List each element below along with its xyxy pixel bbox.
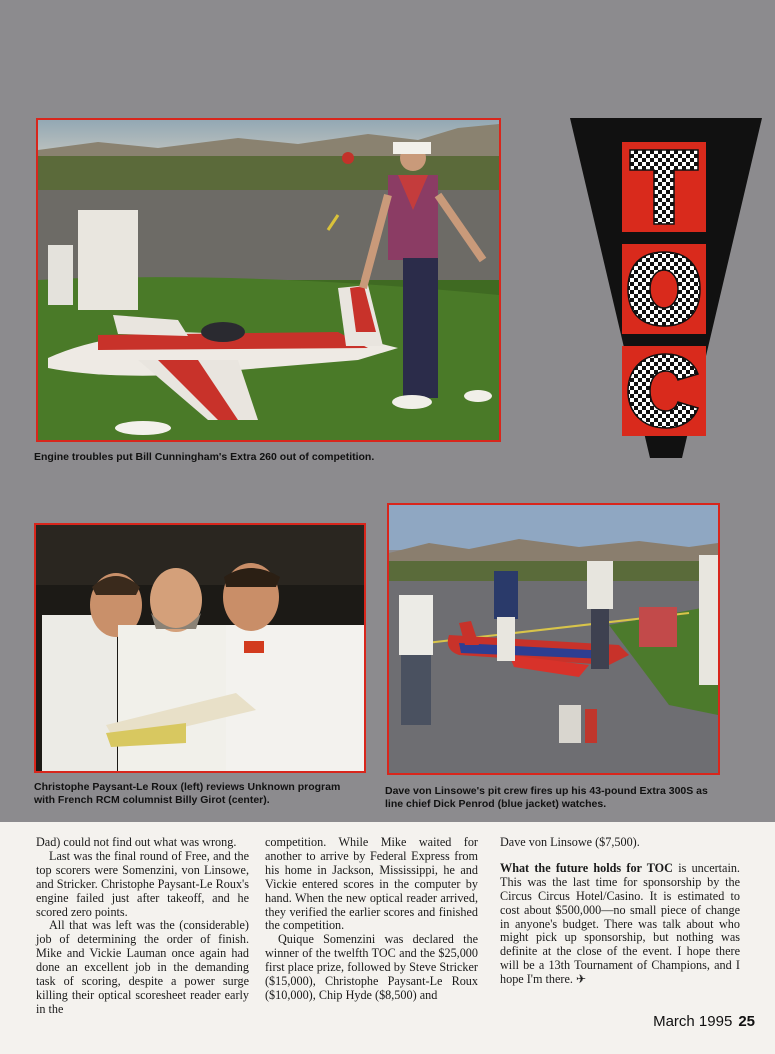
photo-extra-260-caption: Engine troubles put Bill Cunningham's Extra 260 out of competition. [34, 451, 375, 463]
photo-program-review-caption-line2: with French RCM columnist Billy Girot (center). [34, 794, 270, 806]
col3-intro: Dave von Linsowe ($7,500). [500, 835, 640, 849]
footer-date: March 1995 [653, 1013, 733, 1030]
col1-paragraph-3: All that was left was the (considerable) job of determining the order of finish. Mike and Vickie Lauman once again had done an excellent job in the demanding task of scoring, despite a power surge killing their optical scoresheet reader early in the [36, 918, 249, 1016]
col3-paragraph [500, 862, 740, 987]
page-number: 25 [738, 1013, 755, 1030]
col1-paragraph-1: Dad) could not find out what was wrong. [36, 835, 237, 849]
col2-paragraph-2: Quique Somenzini was declared the winner of the twelfth TOC and the $25,000 first place prize, followed by Steve Stricker ($15,000), Christophe Paysant-Le Roux ($10,000), Chip Hyde ($8,500) and [265, 932, 478, 1002]
photo-extra-260-image [38, 120, 499, 440]
article-column-1 [36, 836, 249, 1017]
photo-extra-260 [36, 118, 501, 442]
toc-logo-graphic [570, 118, 762, 458]
col1-paragraph-2: Last was the final round of Free, and the top scorers were Somenzini, von Linsowe, and Stricker. Christophe Paysant-Le Roux's engine failed just after takeoff, and he scored zero points. [36, 848, 249, 919]
end-mark-icon: ✈ [575, 972, 587, 987]
col3-heading: What the future holds for TOC [500, 860, 673, 875]
photo-program-review-image [36, 525, 364, 771]
photo-extra-300s-caption-line2: line chief Dick Penrod (blue jacket) watches. [385, 798, 607, 810]
photo-program-review-caption [34, 781, 374, 807]
col3-body: is uncertain. This was the last time for sponsorship by the Circus Circus Hotel/Casino. It is estimated to cost about $500,000—no small piece of change in anyone's budget. There was talk about who might pick up sponsorship, but nothing was definite at the close of the event. I hope there will be a 13th Tournament of Champions, and I hope I'm there. [500, 860, 740, 987]
photo-program-review-caption-line1: Christophe Paysant-Le Roux (left) reviews Unknown program [34, 781, 341, 793]
article-column-3 [500, 836, 740, 987]
photo-extra-300s-caption [385, 785, 735, 811]
toc-logo [570, 118, 762, 458]
photo-extra-300s-caption-line1: Dave von Linsowe's pit crew fires up his 43-pound Extra 300S as [385, 785, 708, 797]
page-footer [653, 1013, 755, 1030]
col2-paragraph-1: competition. While Mike waited for another to arrive by Federal Express from his home in Jackson, Mississippi, he and Vickie entered scores in the computer by hand. When the new optical reader arrived, they verified the earlier scores and finished the competition. [265, 835, 478, 933]
article-column-2 [265, 836, 478, 1003]
photo-extra-300s-image [389, 505, 718, 773]
photo-program-review [34, 523, 366, 773]
photo-extra-300s [387, 503, 720, 775]
